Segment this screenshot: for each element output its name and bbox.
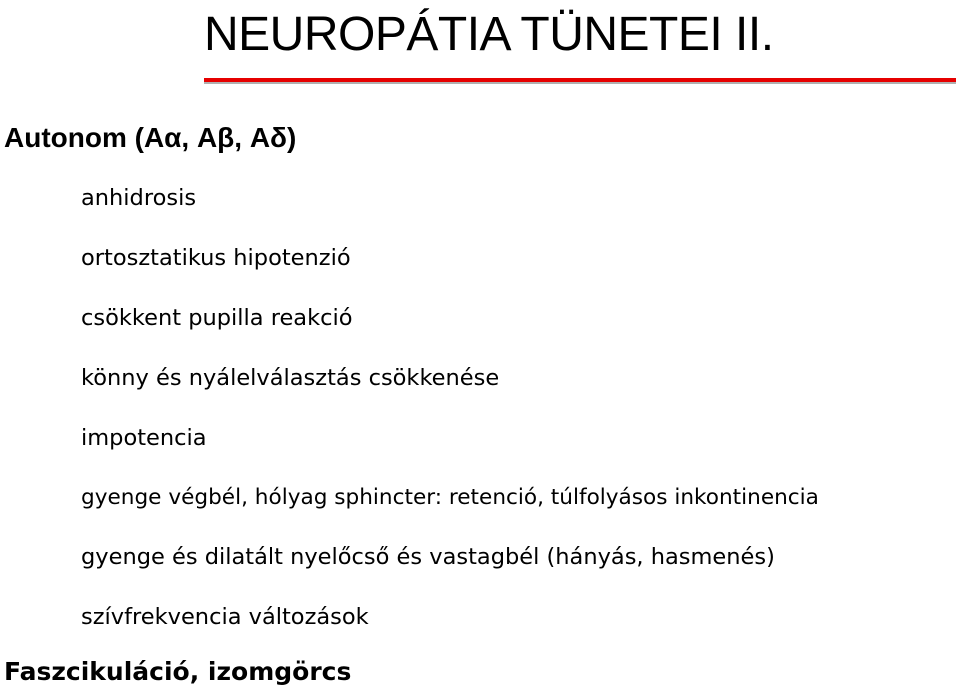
list-item: csökkent pupilla reakció bbox=[81, 305, 353, 331]
slide-title: NEUROPÁTIA TÜNETEI II. bbox=[204, 8, 774, 61]
title-underline bbox=[204, 75, 956, 84]
list-item: gyenge végbél, hólyag sphincter: retenció, túlfolyásos inkontinencia bbox=[81, 485, 819, 510]
heading-autonom: Autonom (Aα, Aβ, Aδ) bbox=[4, 122, 297, 153]
list-item: könny és nyálelválasztás csökkenése bbox=[81, 365, 500, 391]
heading-fasciculation: Faszcikuláció, izomgörcs bbox=[4, 657, 352, 686]
list-item: impotencia bbox=[81, 425, 207, 451]
list-item: ortosztatikus hipotenzió bbox=[81, 245, 351, 271]
list-item: szívfrekvencia változások bbox=[81, 604, 369, 630]
list-item: anhidrosis bbox=[81, 185, 197, 211]
list-item: gyenge és dilatált nyelőcső és vastagbél (hányás, hasmenés) bbox=[81, 544, 775, 570]
title-underline-shadow bbox=[204, 82, 956, 84]
